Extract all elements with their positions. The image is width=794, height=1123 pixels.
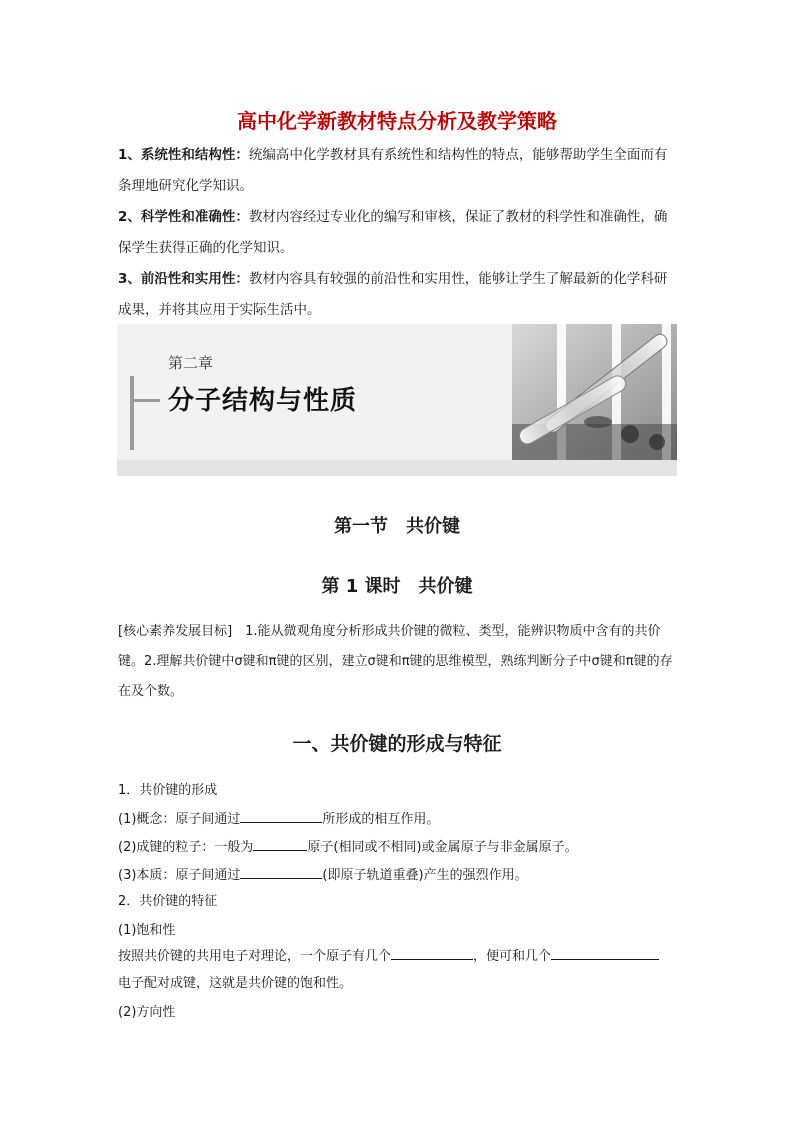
line-saturation-cont: 电子配对成键，这就是共价键的饱和性。 <box>118 976 353 991</box>
banner-title-rule <box>130 399 160 402</box>
subheading-directionality: (2)方向性 <box>118 1005 176 1020</box>
feature-point-1 <box>118 140 680 202</box>
heading-features: 2．共价键的特征 <box>118 894 218 909</box>
feature-point-lead: 2、科学性和准确性： <box>118 209 249 225</box>
line-text: (3)本质：原子间通过 <box>118 868 241 883</box>
chapter-title: 分子结构与性质 <box>168 386 358 416</box>
lab-glassware-photo <box>512 324 677 460</box>
line-text: 所形成的相互作用。 <box>322 812 440 827</box>
lesson-title: 第 1 课时 共价键 <box>321 576 473 597</box>
fill-blank[interactable] <box>391 947 473 960</box>
heading-formation: 1．共价键的形成 <box>118 783 218 798</box>
part-title: 一、共价键的形成与特征 <box>292 733 502 755</box>
feature-point-3 <box>118 264 680 326</box>
banner-bottom-strip <box>117 460 677 476</box>
feature-point-text: 教材内容具有较强的前沿性和实用性，能够让学生了解最新的化学科研成果，并将其应用于实际生活中。 <box>118 271 668 318</box>
fill-blank[interactable] <box>240 810 322 823</box>
core-literacy-goals: [核心素养发展目标] 1.能从微观角度分析形成共价键的微粒、类型，能辨识物质中含有的共价键。2.理解共价键中σ键和π键的区别，建立σ键和π键的思维模型，熟练判断分子中σ键和π键的存在及个数。 <box>118 624 673 699</box>
feature-point-text: 统编高中化学教材具有系统性和结构性的特点，能够帮助学生全面而有条理地研究化学知识。 <box>118 147 668 194</box>
line-text: ，便可和几个 <box>473 949 552 964</box>
chapter-label: 第二章 <box>168 354 214 372</box>
line-text: 原子(相同或不相同)或金属原子与非金属原子。 <box>307 840 578 855</box>
feature-point-lead: 3、前沿性和实用性： <box>118 271 249 287</box>
section-title: 第一节 共价键 <box>334 516 460 537</box>
line-concept <box>118 808 439 827</box>
line-text: 按照共价键的共用电子对理论，一个原子有几个 <box>118 949 392 964</box>
chapter-banner <box>117 324 677 476</box>
feature-point-lead: 1、系统性和结构性： <box>118 147 249 163</box>
feature-point-text: 教材内容经过专业化的编写和审核，保证了教材的科学性和准确性，确保学生获得正确的化学知识。 <box>118 209 668 256</box>
subheading-saturation: (1)饱和性 <box>118 923 176 938</box>
line-text: (即原子轨道重叠)产生的强烈作用。 <box>322 868 528 883</box>
banner-left-rule <box>130 376 134 450</box>
line-text: (2)成键的粒子：一般为 <box>118 840 254 855</box>
line-text: (1)概念：原子间通过 <box>118 812 241 827</box>
feature-point-2 <box>118 202 680 264</box>
fill-blank[interactable] <box>253 838 307 851</box>
line-essence <box>118 864 528 883</box>
document-title: 高中化学新教材特点分析及教学策略 <box>237 109 557 133</box>
line-saturation <box>118 945 659 964</box>
line-particles <box>118 836 578 855</box>
fill-blank[interactable] <box>551 947 659 960</box>
fill-blank[interactable] <box>240 866 322 879</box>
